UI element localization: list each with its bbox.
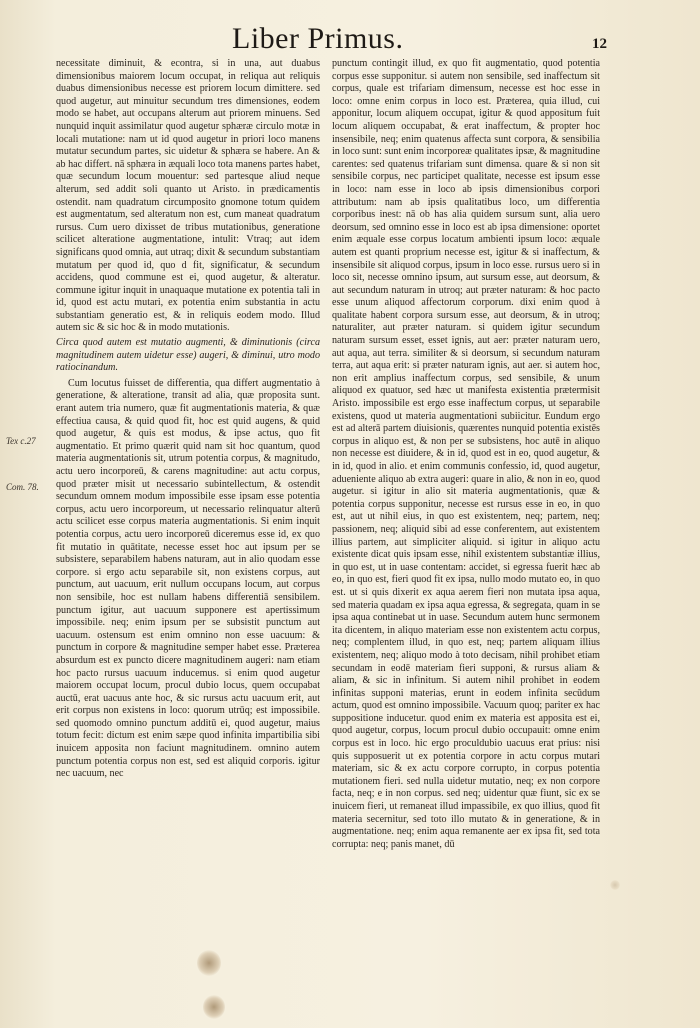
left-paragraph-2: Cum locutus fuisset de differentia, qua differt augmentatio à generatione, & alteratione, transit ad alia, quæ proposita sunt. erant autem tria numero, quæ fit augmentationis materia, & quæ effectiua causa, & quid quod fit, hoc est quid augens, & quid quod augetur, & quis est modus, & ipse actus, quo fit augmentatio. Et primo quærit quid nam sit hoc quantum, quod materia augmentationis sit, utrum potentia corpus, & magnitudo, actu uero incorporeū, & carens magnitudine: aut actu corpus, quod præter misit ut necessario subintellectum, & ostendit secundum omnem modum impossibile esse ipsam esse potentia corpus, actu uero incorporeum, ut necessario relinquatur alterū actu scilicet esse corpus materia augmentationis. Si enim inquit potentia corpus, actu uero incorporeū diceremus esse id, ex quo fit mutatio in quātitate, necesse esset hoc aut ipsum per se subsistere, separabilem habens naturam, aut in alio quodam esse corpore. si ergo actu separabile sit, non existens corpus, aut punctum, aut uacuum, erit nullum occupans locum, aut corpus non sensibile, hoc est nullam habens differentiā sensibilem. punctum igitur, aut uacuum supponere est apertissimum impossibile. neq; enim ipsum per se subsistit punctum aut uacuum. ostensum est enim omnino non esse uacuum: & punctum in corpore & magnitudine semper habet esse. Præterea absurdum est ex puncto dicere magnitudinem augeri: nam etiam hoc pacto rursus uacuum inducemus. si enim quod augetur maiorem occupat locum, procul dubio locus, quem occupabat auctū, erat uacuus ante hoc, & sic rursus actu uacuum erit, aut erit corpus non existens in loco: quorum utrūq; est impossibile. sed quomodo omnino punctum additū ei, quod augetur, maius totum fecit: dictum est enim sæpe quod infinita impartibilia sibi inuicem apposita non faciunt magnitudinem. omnino autem punctum potentia corpus non est, sed est aliquid corporis. igitur nec uacuum, nec xyxy=(56,377,320,780)
running-head xyxy=(0,18,700,58)
folio-number: 12 xyxy=(592,36,607,52)
margin-note-text-ref: Tex c.27 xyxy=(6,436,36,446)
left-paragraph-1: necessitate diminuit, & econtra, si in una, aut duabus dimensionibus maiorem locum occupat, in reliqua aut reliquis duabus dimensionibus necesse est priorem locum dimittere. sed quod augetur, aut minuitur secundum tres dimensiones, eodem modo se habet, aut occupans alterum aut priorem minuens. Sed nunquid inquit assimilatur quod augetur sphæræ circulo motæ in locali mutatione: nam ut id quod augetur in priori loco manens mutatur secundum partes, sic uidetur & sphæra se habere. An & ab hac differt. nā sphæra in æquali loco tota manens partes habet, quæ secundum locum mouentur: sed partesque aliud neque alterum, sed addit soli quanto ut Aristo. in prædicamentis ostendit. nam quadratum circumposito gnomone totum quidem est augmentatum, sed alteratum non est, cum maneat quadratum rursus. Cum uero dixisset de tribus mutationibus, generatione scilicet alteratione augmentatione, intulit: Vtraq; aut idem significans quod omnia, aut utraq; dixit & secundum substantiam mutatum per quod id, quo d fit, significatur, & secundum accidens, quod commune est ei, quod augetur, & alteratur. commune igitur inquit in unaquaque mutatione ex potentia tali in id, quod est actu mutari, ex potentia enim substantia in actu substantiam generatio est, & in reliquis eodem modo. Illud autem sic & sic hoc & in modo mutationis. xyxy=(56,58,320,334)
paper-stain xyxy=(203,995,225,1019)
right-column xyxy=(332,58,600,851)
right-paragraph-1: punctum contingit illud, ex quo fit augmentatio, quod potentia corpus esse supponitur. si autem non sensibile, sed inaffectum sit corpus, quale est trifariam dimensum, necesse est hoc esse in loco: omne enim corpus in loco est. Præterea, quia illud, cui apponitur, locum aliquem occupat, igitur & quod appositum fuit locum aliquem occupabat, & erat inaffectum, & propter hoc insensibile, neq; enim quatenus affecta sunt corpora, & sensibilia in loco sunt: sunt enim incorporeæ qualitates ipsæ, & magnitudine carentes: sed quatenus trifariam sunt dimensa. quare & si non sit sensibile corpus, nec participet qualitate, necesse est ipsum esse in loco: nam esse in loco ab ipsis dimensionibus corpori attributum: nam ab ipsis qualitatibus loco, um differentia corporibus inest: nā ob has alia quidem sursum sunt, alia uero deorsum, sed omnino esse in loco est ab ipsa dimensione: oportet enim æquale esse corpus locatum ambienti ipsum loco: æquale autem est quanti proprium necesse est, igitur & si inaffectum, & insensibile sit aliquod corpus, ipsum in loco esse. rursus uero si in loco sit, necesse omnino ipsum, aut sursum esse, aut deorsum, & aut secundum naturam in utroq; aut præter naturam: & hoc pacto esse unum aliquod affectorum corporum. dixi enim quod à qualitate habent corpora sursum esse, aut deorsum, & in utroq; naturaliter, aut præter naturam. si quidem igitur secundum naturam sursum esset, esset ignis, aut aer: præter naturam uero, aut aqua, aut terra. similiter & si deorsum, si secundum naturam terra, aut aqua erit: si præter naturam ignis, aut aer. si autem hoc, non erit amplius inaffectum corpus, sed sensibile, & unum aliquod ex quatuor, sed hæc ut manifesta existentia prætermisit Aristo. impossibile est ergo esse inaffectum corpus, ut separabile existens, quod ut materia augmentationi subiicitur. Eundum ergo est ad alterā partem diuisionis, quærentes nunquid potentia existēs corpus in aliquo est, & non per se subsistens, hoc autē in aliquo non necesse est diuidere, & in id, quod est in eo, quod augetur, & in id, quod in alio. et enim communis confessio, id, quod augetur, adueniente aliquo ab extra augeri: quare in alio, & non in eo, quod augetur. si igitur in alio sit materia augmentationis, quæ & potentia corpus supponitur, necesse est rursus esse in eo, in quo est, aut ut nihil eius, in quo est existentem, neq; partem, neq; passionem, neq; aliquid sibi ad esse conferentem, aut existentem illius partem, aut simpliciter aliquid. si igitur in aliquo actu existente dicat quis ipsam esse, nihil existentem substantiæ illius, in quo est, ut in uase contentam: accidet, si egressa fuerit hæc ab eo, in quo est, fieri quod fit ex ipsa, nullo modo mutato eo, in quo est. ut si quis dixerit ex aqua aerem fieri non mutata ipsa aqua, sed materia quadam ex ipsa aqua egressa, & segregata, quam in se ipsa aqua continebat ut in uase. Secundum autem hunc sermonem ita dicentem, in aliquo materiam esse non existentem actu corpus, neq; complentem illud, in quo est, neq; partem aliquam illius existentem, neq; aliquo modo à toto decisam, nihil prohibet etiam secundam in eodē materiam fieri supponi, & rursus aliam & aliam, & sic in infinitum. Si autem nihil prohibet in eodem infinitas supponi materias, erunt in eodem infinita secūdum actum, quod est omnino impossibile. Vacuum quoq; pariter ex hac suppositione inducetur. quod enim ex materia est apposita est ei, quod augetur, corpus, locum procul dubio occupauit: omne enim corpus est in loco. hic ergo proculdubio uacuus erat prius: nisi quis supposuerit ut ex potentia corpore in actu corpus mutari materiam, sic & ex actu corpore corrupto, in corpus potentia mutationem fieri. sed nulla uidetur mutatio, neq; ex non corpore facta, neq; e in non corpus. sed neq; uidentur quæ fiunt, sic ex se inuicem fieri, ut remaneat illud impassibile, ex quo illius, quod fit materia secernitur, sed toto illo mutato & in generatione, & in augmentatione. neq; enim aqua remanente aer ex ipsa fit, sed tota corrupta: neq; panis manet, dū xyxy=(332,58,601,850)
left-column xyxy=(56,58,320,781)
paper-stain xyxy=(610,880,620,890)
paper-stain xyxy=(197,950,221,976)
section-heading: Circa quod autem est mutatio augmenti, & diminutionis (circa magnitudinem autem uidetur esse) augeri, & diminui, utro modo ratiocinandum. xyxy=(56,337,320,374)
margin-note-comment-ref: Com. 78. xyxy=(6,482,39,492)
running-title: Liber Primus. xyxy=(232,22,404,55)
